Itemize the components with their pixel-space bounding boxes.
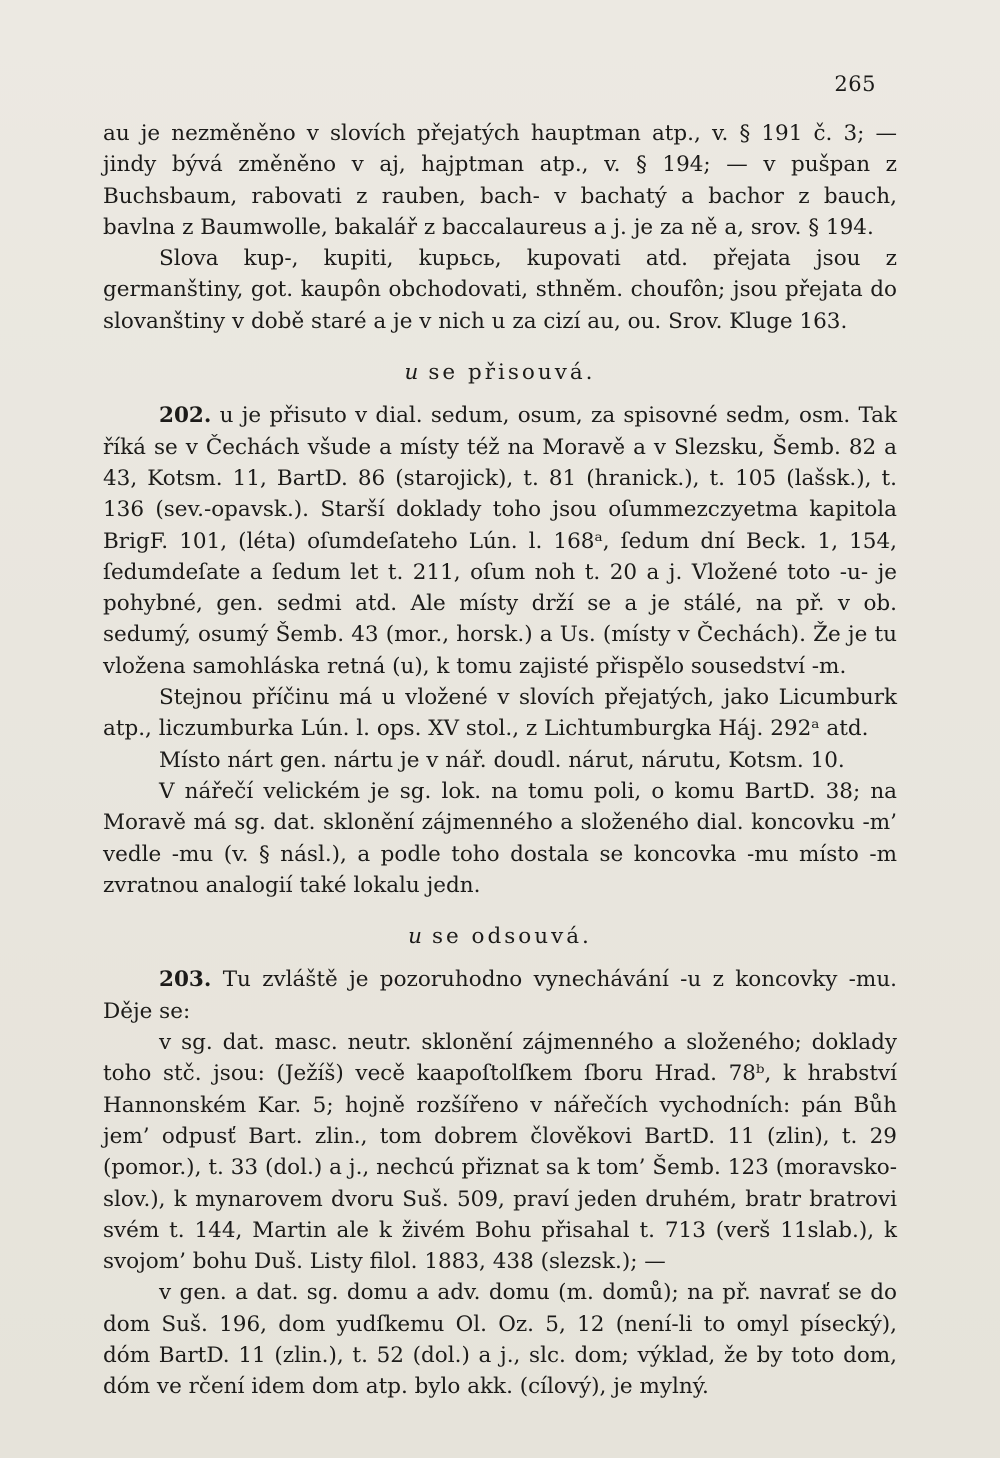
paragraph-202: [103, 400, 897, 682]
paragraph-nareci-velickem: V nářečí velickém je sg. lok. na tomu poli, o komu BartD. 38; na Moravě má sg. dat. sklonění zájmenného a složeného dial. koncovku -m’ vedle -mu (v. § násl.), a podle toho dostala se koncovka -mu místo -m zvratnou analogií také lokalu jedn.: [103, 778, 897, 898]
paragraph-203: [103, 964, 897, 1027]
paragraph-stejnou: Stejnou příčinu má u vložené v slovích přejatých, jako Licumburk atp., liczumburka Lún. l. ops. XV stol., z Lichtumburgka Háj. 292ᵃ atd.: [103, 685, 897, 742]
body-text: [103, 118, 897, 1403]
section-heading-letter: u: [408, 924, 422, 950]
paragraph-text: u je přisuto v dial. sedum, osum, za spisovné sedm, osm. Tak říká se v Čechách všude a místy též na Moravě a v Slezsku, Šemb. 82 a 43, Kotsm. 11, BartD. 86 (starojick), t. 81 (hranick.), t. 105 (lašsk.), t. 136 (sev.-opavsk.). Starší doklady toho jsou oſummezczyetma kapitola BrigF. 101, (léta) oſumdeſateho Lún. l. 168ᵃ, ſedum dní Beck. 1, 154, ſedumdeſate a ſedum let t. 211, oſum noh t. 20 a j. Vložené toto -u- je pohybné, gen. sedmi atd. Ale místy drží se a je stálé, na př. v ob. sedumý, osumý Šemb. 43 (mor., horsk.) a Us. (místy v Čechách). Že je tu vložena samohláska retná (u), k tomu zajisté přispělo sousedství -m.: [103, 403, 897, 679]
section-heading-odsouva: [103, 921, 897, 952]
section-heading-prisouva: [103, 357, 897, 388]
page-number: 265: [834, 72, 876, 96]
paragraph-number: 203.: [159, 967, 212, 993]
paragraph-misto-nart: Místo nárt gen. nártu je v nář. doudl. nárut, nárutu, Kotsm. 10.: [159, 747, 845, 773]
paragraph-sg-dat: v sg. dat. masc. neutr. sklonění zájmenného a složeného; doklady toho stč. jsou: (Ježíš) vecě kaapoſtolſkem ſboru Hrad. 78ᵇ, k hrabství Hannonském Kar. 5; hojně rozšířeno v nářečích vychodních: pán Bůh jem’ odpusť Bart. zlin., tom dobrem člověkovi BartD. 11 (zlin), t. 29 (pomor.), t. 33 (dol.) a j., nechcú přiznat sa k tom’ Šemb. 123 (moravsko-slov.), k mynarovem dvoru Suš. 509, praví jeden druhém, bratr bratrovi svém t. 144, Martin ale k živém Bohu přisahal t. 713 (verš 11slab.), k svojom’ bohu Duš. Listy filol. 1883, 438 (slezsk.); —: [103, 1030, 897, 1275]
paragraph-gen-dat: v gen. a dat. sg. domu a adv. domu (m. domů); na př. navrať se do dom Suš. 196, dom yudſkemu Ol. Oz. 5, 12 (není-li to omyl písecký), dóm BartD. 11 (zlin.), t. 52 (dol.) a j., slc. dom; výklad, že by toto dom, dóm ve rčení idem dom atp. bylo akk. (cílový), je mylný.: [103, 1280, 897, 1400]
paragraph-number: 202.: [159, 403, 212, 429]
paragraph-au: au je nezměněno v slovích přejatých hauptman atp., v. § 191 č. 3; — jindy bývá změněno v aj, hajptman atp., v. § 194; — v pušpan z Buchsbaum, rabovati z rauben, bach- v bachatý a bachor z bauch, bavlna z Baumwolle, bakalář z baccalaureus a j. je za ně a, srov. § 194.: [103, 121, 897, 240]
section-heading-title: se přisouvá.: [428, 360, 596, 386]
paragraph-slova-kup: Slova kup-, kupiti, kupьcь, kupovati atd. přejata jsou z germanštiny, got. kaupôn obchodovati, sthněm. choufôn; jsou přejata do slovanštiny v době staré a je v nich u za cizí au, ou. Srov. Kluge 163.: [103, 246, 897, 334]
section-heading-letter: u: [404, 360, 419, 386]
section-heading-title: se odsouvá.: [431, 924, 592, 950]
paragraph-text: Tu zvláště je pozoruhodno vynechávání -u z koncovky -mu. Děje se:: [103, 967, 897, 1024]
